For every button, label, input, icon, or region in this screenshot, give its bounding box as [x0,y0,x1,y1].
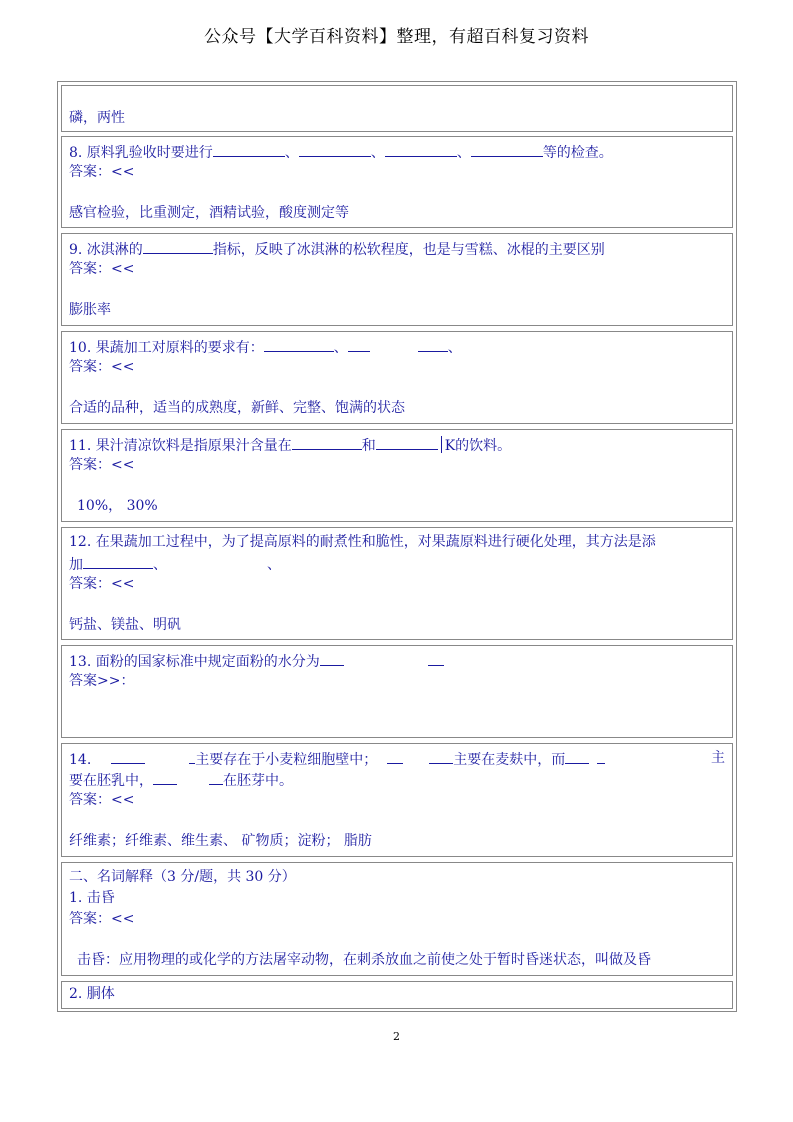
answer-label: 答案：<< [69,911,135,927]
question-12-line-1: 12. 在果蔬加工过程中，为了提高原料的耐煮性和脆性，对果蔬原料进行硬化处理，其方法是添 [69,534,656,550]
blank-field[interactable] [376,434,438,450]
blank-field[interactable] [299,141,371,157]
question-10-answer: 合适的品种，适当的成熟度，新鲜、完整、饱满的状态 [69,400,405,416]
answer-label: 答案：<< [69,359,135,375]
blank-field[interactable] [111,748,145,764]
question-9-suffix: 指标，反映了冰淇淋的松软程度，也是与雪糕、冰棍的主要区别 [212,242,605,258]
question-14-text-c: 主要在麦麸中，而 [453,752,566,768]
question-10-prefix: 10. 果蔬加工对原料的要求有： [69,340,264,356]
question-9-cell [61,233,733,326]
blank-field[interactable] [565,748,589,764]
answer-label: 答案：<< [69,792,135,808]
question-12-line-2 [69,553,725,574]
question-8-suffix: 等的检查。 [542,145,613,161]
question-8-text [69,141,725,162]
separator: 、 [267,557,281,573]
question-7-answer: 磷，两性 [69,110,125,126]
page-number: 2 [393,1030,400,1043]
blank-field[interactable] [387,748,403,764]
separator: 、 [333,340,348,356]
question-9-text [69,238,725,259]
blank-field[interactable] [385,141,457,157]
question-11-answer: 10%， 30% [77,498,158,514]
question-10-text [69,336,725,357]
question-14-text-d: 主 [711,750,725,766]
separator: 、 [284,145,299,161]
term-2-cell [61,981,733,1009]
question-14-text-f: 在胚芽中。 [223,773,293,789]
question-14-text-e: 要在胚乳中， [69,773,153,789]
blank-field[interactable] [153,769,177,785]
question-9-prefix: 9. 冰淇淋的 [69,242,143,258]
question-14-prefix: 14. [69,752,92,768]
question-14-line-1 [69,748,725,769]
question-11-cell [61,429,733,522]
blank-field[interactable] [320,650,344,666]
separator: 、 [370,145,385,161]
separator: 、 [447,340,462,356]
page-header: 公众号【大学百科资料】整理，有超百科复习资料 [204,27,589,47]
question-14-answer: 纤维素；纤维素、维生素、 矿物质；淀粉； 脂肪 [69,833,372,849]
question-11-text [69,434,725,455]
blank-field[interactable] [292,434,362,450]
separator: 、 [153,557,167,573]
blank-field[interactable] [264,336,334,352]
term-1-title: 1. 击昏 [69,890,115,906]
question-8-prefix: 8. 原料乳验收时要进行 [69,145,213,161]
blank-field[interactable] [143,238,213,254]
question-9-answer: 膨胀率 [69,302,111,318]
question-13-cell [61,645,733,738]
question-10-cell [61,331,733,424]
question-14-cell [61,743,733,857]
question-8-cell [61,136,733,228]
blank-field[interactable] [348,336,370,352]
blank-field[interactable] [428,650,444,666]
question-14-line-2 [69,769,725,790]
question-table [57,81,737,1012]
term-1-answer: 击昏：应用物理的或化学的方法屠宰动物，在刺杀放血之前使之处于暂时昏迷状态，叫做及昏 [77,952,651,968]
question-11-and: 和 [361,438,376,454]
question-13-text [69,650,725,671]
cursor-bar [441,436,442,453]
answer-label: 答案>>： [69,673,135,689]
separator: 、 [456,145,471,161]
answer-label: 答案：<< [69,457,135,473]
question-13-prefix: 13. 面粉的国家标准中规定面粉的水分为 [69,654,320,670]
term-2-title: 2. 胴体 [69,986,115,1002]
question-12-prefix: 加 [69,557,83,573]
question-12-answer: 钙盐、镁盐、明矾 [69,617,181,633]
answer-label: 答案：<< [69,164,135,180]
blank-field[interactable] [418,336,448,352]
answer-label: 答案：<< [69,576,135,592]
section-heading: 二、名词解释（3 分/题，共 30 分） [69,869,296,885]
blank-field[interactable] [209,769,223,785]
blank-field[interactable] [83,553,153,569]
section-2-cell [61,862,733,976]
blank-field[interactable] [213,141,285,157]
blank-field[interactable] [597,748,605,764]
question-11-suffix: K的饮料。 [444,438,512,454]
question-12-cell [61,527,733,640]
blank-field[interactable] [471,141,543,157]
question-14-text-b: 主要存在于小麦粒细胞壁中； [195,752,378,768]
question-8-answer: 感官检验，比重测定，酒精试验，酸度测定等 [69,205,349,221]
answer-label: 答案：<< [69,261,135,277]
question-7-cell [61,85,733,132]
question-11-prefix: 11. 果汁清凉饮料是指原果汁含量在 [69,438,292,454]
blank-field[interactable] [429,748,453,764]
